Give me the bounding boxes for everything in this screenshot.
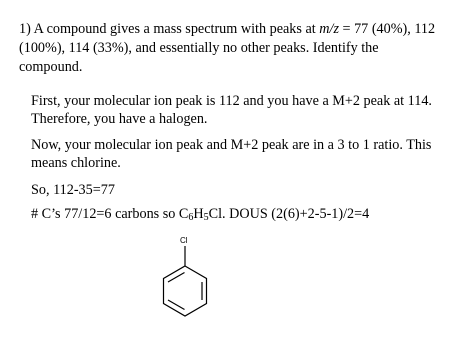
mz-label: m/z bbox=[319, 21, 339, 37]
answer-formula: # C’s 77/12=6 carbons so $C_6H_5Cl$. DOUS (2(6)+2-5-1)/2=4 bbox=[31, 206, 370, 223]
answer-subtraction: So, 112-35=77 bbox=[31, 182, 115, 198]
answer-chlorine: Now, your molecular ion peak and M+2 peak are in a 3 to 1 ratio. This means chlorine. bbox=[31, 137, 432, 171]
chlorobenzene-structure bbox=[155, 233, 215, 333]
answer-halogen: First, your molecular ion peak is 112 and you have a M+2 peak at 114. Therefore, you have a halogen. bbox=[31, 93, 432, 127]
question-text: 1) A compound gives a mass spectrum with peaks at m/z = 77 (40%), 112 (100%), 114 (33%), and essentially no other peaks. Identify the compound. bbox=[19, 21, 436, 75]
question-number: 1 bbox=[19, 21, 27, 37]
chlorine-label: Cl bbox=[180, 236, 188, 245]
benzene-ring bbox=[164, 266, 207, 316]
